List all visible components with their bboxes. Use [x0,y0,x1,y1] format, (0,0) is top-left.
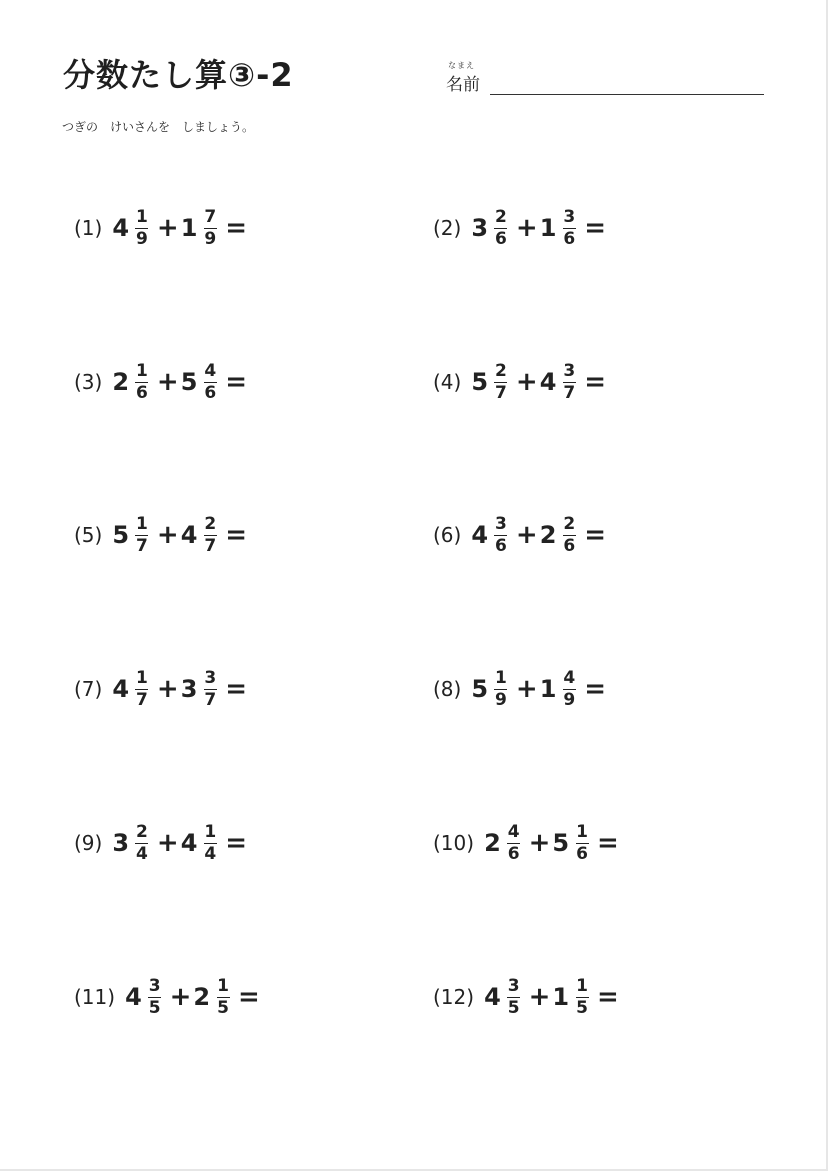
denominator: 7 [136,535,148,556]
fraction [494,667,508,710]
problem [74,967,260,1027]
denominator: 4 [136,843,148,864]
problem-number: (7) [74,677,103,701]
fraction [494,360,508,403]
problem-number: (2) [433,216,462,240]
numerator: 4 [507,821,520,842]
denominator: 7 [136,689,148,710]
problem-number: (4) [433,370,462,394]
denominator: 4 [204,843,217,864]
plus-sign: + [515,520,538,550]
numerator: 1 [136,206,148,227]
plus-sign: + [156,367,179,397]
whole-number: 3 [112,829,130,857]
equals-sign: = [225,367,248,397]
fraction [203,667,217,710]
fraction [203,206,217,249]
fraction [203,821,217,864]
denominator: 6 [563,228,576,249]
fraction [562,513,576,556]
problem [74,505,247,565]
problem [433,659,606,719]
whole-number: 4 [471,521,489,549]
fraction [494,206,508,249]
numerator: 1 [136,513,148,534]
name-label: 名前 [446,75,480,95]
denominator: 7 [563,382,576,403]
denominator: 6 [563,535,576,556]
equals-sign: = [596,828,619,858]
numerator: 3 [563,360,576,381]
numerator: 1 [204,821,217,842]
denominator: 6 [204,382,217,403]
denominator: 7 [204,689,217,710]
fraction [135,206,149,249]
problem-number: (8) [433,677,462,701]
equals-sign: = [225,520,248,550]
denominator: 5 [507,997,520,1018]
numerator: 1 [136,360,148,381]
numerator: 4 [204,360,217,381]
problem [433,198,606,258]
fraction [562,206,576,249]
name-ruby: なまえ [448,61,475,70]
numerator: 2 [563,513,576,534]
problem [74,352,247,412]
equals-sign: = [584,213,607,243]
denominator: 5 [576,997,588,1018]
numerator: 1 [217,975,229,996]
whole-number: 3 [180,675,198,703]
equals-sign: = [225,828,248,858]
fraction [562,360,576,403]
problem [433,505,606,565]
whole-number: 5 [552,829,570,857]
denominator: 7 [204,535,217,556]
whole-number: 4 [539,368,557,396]
problem-number: (9) [74,831,103,855]
whole-number: 5 [112,521,130,549]
problem-number: (12) [433,985,475,1009]
numerator: 2 [495,206,507,227]
name-write-line[interactable] [490,94,764,95]
fraction [507,975,521,1018]
plus-sign: + [515,674,538,704]
whole-number: 4 [125,983,142,1011]
numerator: 2 [136,821,148,842]
problem-number: (1) [74,216,103,240]
equals-sign: = [584,367,607,397]
denominator: 5 [217,997,229,1018]
numerator: 1 [576,975,588,996]
whole-number: 1 [539,675,557,703]
whole-number: 3 [471,214,489,242]
fraction [135,667,149,710]
whole-number: 5 [471,675,489,703]
fraction [148,975,162,1018]
plus-sign: + [156,520,179,550]
fraction [216,975,230,1018]
plus-sign: + [156,213,179,243]
fraction [562,667,576,710]
worksheet-title: 分数たし算③-2 [63,56,294,94]
numerator: 7 [204,206,217,227]
numerator: 3 [563,206,576,227]
whole-number: 1 [552,983,570,1011]
whole-number: 5 [180,368,198,396]
problem [433,813,619,873]
problem [433,352,606,412]
whole-number: 2 [112,368,130,396]
problem [433,967,619,1027]
problem-number: (6) [433,523,462,547]
denominator: 6 [495,535,507,556]
fraction [575,975,589,1018]
plus-sign: + [515,367,538,397]
equals-sign: = [584,520,607,550]
equals-sign: = [237,982,260,1012]
whole-number: 4 [112,675,130,703]
whole-number: 5 [471,368,489,396]
fraction [494,513,508,556]
denominator: 9 [204,228,217,249]
plus-sign: + [515,213,538,243]
denominator: 6 [576,843,588,864]
numerator: 1 [495,667,507,688]
problem-number: (3) [74,370,103,394]
numerator: 3 [507,975,520,996]
instruction-text: つぎの けいさんを しましょう。 [62,120,255,134]
numerator: 3 [204,667,217,688]
denominator: 5 [148,997,161,1018]
denominator: 9 [495,689,507,710]
denominator: 9 [136,228,148,249]
problem [74,813,247,873]
plus-sign: + [156,674,179,704]
denominator: 6 [136,382,148,403]
whole-number: 4 [180,521,198,549]
fraction [203,513,217,556]
whole-number: 4 [112,214,130,242]
equals-sign: = [596,982,619,1012]
whole-number: 2 [484,829,501,857]
numerator: 1 [136,667,148,688]
whole-number: 2 [193,983,211,1011]
numerator: 2 [204,513,217,534]
fraction [507,821,521,864]
whole-number: 1 [539,214,557,242]
problem-number: (5) [74,523,103,547]
fraction [203,360,217,403]
problem [74,659,247,719]
fraction [135,821,149,864]
denominator: 9 [563,689,576,710]
fraction [135,513,149,556]
equals-sign: = [225,674,248,704]
name-field [446,60,766,100]
problem [74,198,247,258]
numerator: 4 [563,667,576,688]
fraction [135,360,149,403]
numerator: 1 [576,821,588,842]
whole-number: 4 [180,829,198,857]
problem-number: (10) [433,831,475,855]
plus-sign: + [528,982,551,1012]
plus-sign: + [156,828,179,858]
fraction [575,821,589,864]
equals-sign: = [225,213,248,243]
plus-sign: + [528,828,551,858]
plus-sign: + [169,982,192,1012]
denominator: 6 [495,228,507,249]
whole-number: 1 [180,214,198,242]
whole-number: 2 [539,521,557,549]
problem-number: (11) [74,985,116,1009]
numerator: 3 [495,513,507,534]
equals-sign: = [584,674,607,704]
numerator: 2 [495,360,507,381]
denominator: 6 [507,843,520,864]
numerator: 3 [148,975,161,996]
denominator: 7 [495,382,507,403]
whole-number: 4 [484,983,501,1011]
